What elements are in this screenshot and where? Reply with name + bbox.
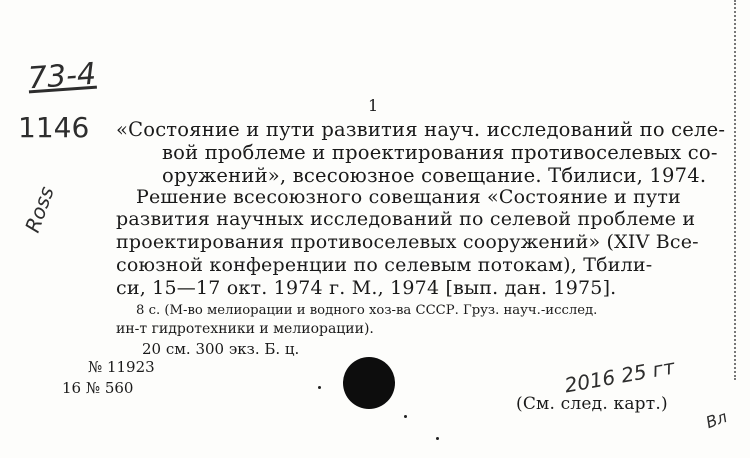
body-line-1: Решение всесоюзного совещания «Состояние и пути bbox=[136, 186, 681, 208]
print-info: 20 см. 300 экз. Б. ц. bbox=[142, 340, 300, 358]
body-line-2: развития научных исследований по селевой проблеме и bbox=[116, 208, 696, 230]
handwritten-top-number: 73-4 bbox=[26, 56, 98, 97]
handwritten-left-note: Ross bbox=[20, 183, 59, 236]
ink-speck bbox=[404, 415, 407, 418]
note-line-2: ин-т гидротехники и мелиорации). bbox=[116, 321, 374, 337]
handwritten-corner-note: Вл bbox=[703, 406, 730, 433]
ink-speck bbox=[318, 386, 321, 389]
title-line-3: оружений», всесоюзное совещание. Тбилиси, 1974. bbox=[162, 164, 707, 187]
body-line-5: си, 15—17 окт. 1974 г. М., 1974 [вып. дан. 1975]. bbox=[116, 277, 617, 299]
title-line-1: «Состояние и пути развития науч. исследований по селе- bbox=[116, 118, 726, 141]
note-line-1: 8 с. (М-во мелиорации и водного хоз-ва СССР. Груз. науч.-исслед. bbox=[136, 303, 598, 318]
see-next-card: (См. след. карт.) bbox=[516, 394, 668, 414]
handwritten-index-number: 1146 bbox=[18, 111, 90, 144]
body-line-4: союзной конференции по селевым потокам), Тбили- bbox=[116, 254, 653, 276]
card-marker: 1 bbox=[368, 96, 379, 115]
ink-speck bbox=[436, 437, 439, 440]
card-edge-divider bbox=[734, 0, 738, 380]
card-number-1: № 11923 bbox=[88, 358, 155, 376]
body-line-3: проектирования противоселевых сооружений» (XIV Все- bbox=[116, 231, 699, 253]
ink-stamp bbox=[343, 357, 395, 409]
card-number-2: 16 № 560 bbox=[62, 379, 134, 397]
handwritten-bottom-note: 2016 25 гт bbox=[562, 354, 677, 398]
title-line-2: вой проблеме и проектирования противоселевых со- bbox=[162, 141, 718, 164]
